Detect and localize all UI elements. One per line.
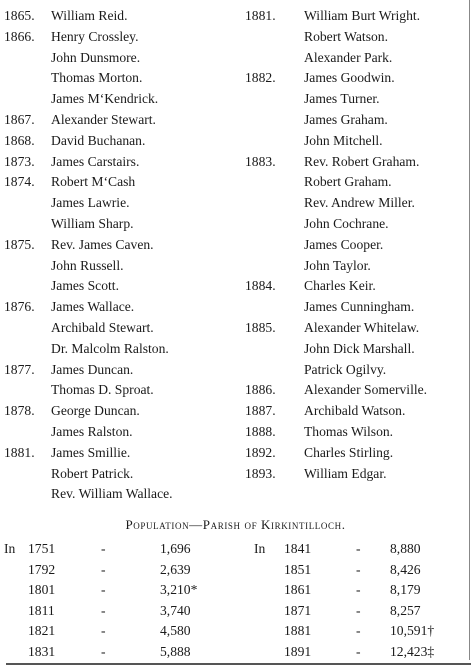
population-prefix (4, 642, 28, 663)
person-name: John Cochrane. (304, 215, 389, 231)
year-label: 1882. (245, 70, 276, 86)
population-prefix (254, 580, 284, 601)
population-prefix (254, 621, 284, 642)
person-name: Archibald Watson. (304, 403, 406, 419)
names-list-right (236, 6, 468, 484)
population-dash: - (356, 643, 361, 659)
year-label: 1883. (245, 153, 276, 169)
entry-row (4, 297, 234, 318)
entry-row (236, 380, 468, 401)
population-row (4, 621, 234, 642)
population-dash: - (356, 541, 361, 556)
person-name: James Graham. (304, 111, 388, 127)
population-dash: - (101, 623, 106, 638)
entry-row (236, 152, 468, 173)
person-name: William Reid. (51, 8, 128, 23)
entry-row (236, 48, 468, 69)
year-label (4, 422, 51, 443)
names-list-left (4, 6, 234, 505)
population-table-left (4, 539, 234, 662)
population-row (4, 539, 234, 560)
person-name: John Dick Marshall. (304, 340, 415, 356)
year-label: 1875. (4, 236, 35, 252)
population-value: 8,880 (390, 541, 421, 556)
population-dash: - (101, 561, 106, 577)
year-label: 1866. (4, 28, 35, 44)
population-year: 1881 (284, 623, 312, 638)
entry-row (4, 131, 234, 152)
person-name: Patrick Ogilvy. (304, 361, 387, 377)
population-row (4, 560, 234, 581)
person-name: Rev. William Wallace. (51, 486, 173, 502)
population-dash: - (101, 643, 106, 659)
population-year: 1821 (28, 623, 56, 638)
person-name: Alexander Stewart. (51, 111, 156, 127)
person-name: Alexander Park. (304, 49, 393, 65)
population-value: 8,426 (390, 561, 421, 577)
year-label (4, 484, 51, 505)
entry-row (4, 48, 234, 69)
year-label (4, 193, 51, 214)
population-year: 1801 (28, 582, 56, 597)
population-value: 10,591† (390, 623, 435, 638)
population-prefix (4, 601, 28, 622)
population-row (254, 642, 464, 663)
year-label (236, 110, 304, 131)
person-name: Dr. Malcolm Ralston. (51, 340, 169, 356)
year-label: 1893. (245, 465, 276, 481)
person-name: Robert Watson. (304, 28, 388, 44)
population-title: Population—Parish of Kirkintilloch. (125, 517, 346, 532)
entry-row (236, 422, 468, 443)
entry-row (4, 89, 234, 110)
entry-row (4, 6, 234, 27)
year-label (4, 256, 51, 277)
entry-row (236, 193, 468, 214)
year-label (4, 214, 51, 235)
year-label (4, 68, 51, 89)
population-value: 8,257 (390, 602, 421, 618)
entry-row (236, 110, 468, 131)
entry-row (4, 464, 234, 485)
population-year: 1831 (28, 643, 56, 659)
population-prefix (4, 580, 28, 601)
year-label (236, 27, 304, 48)
person-name: James Cooper. (304, 236, 384, 252)
population-prefix (254, 601, 284, 622)
year-label (236, 131, 304, 152)
year-label (236, 360, 304, 381)
population-year: 1792 (28, 561, 56, 577)
year-label (236, 193, 304, 214)
population-value: 3,210* (160, 582, 198, 597)
person-name: George Duncan. (51, 403, 140, 419)
year-label: 1873. (4, 153, 35, 169)
year-label: 1877. (4, 361, 35, 377)
entry-row (236, 6, 468, 27)
person-name: Thomas Morton. (51, 70, 143, 86)
population-prefix (4, 621, 28, 642)
population-value: 1,696 (160, 541, 191, 556)
year-label (4, 89, 51, 110)
entry-row (4, 68, 234, 89)
person-name: John Mitchell. (304, 132, 383, 148)
person-name: James Wallace. (51, 299, 135, 315)
entry-row (4, 276, 234, 297)
person-name: Henry Crossley. (51, 28, 139, 44)
entry-row (4, 152, 234, 173)
year-label (236, 256, 304, 277)
person-name: Charles Stirling. (304, 444, 394, 460)
entry-row (236, 297, 468, 318)
person-name: James Smillie. (51, 444, 131, 460)
person-name: John Dunsmore. (51, 49, 141, 65)
year-label: 1884. (245, 278, 276, 294)
person-name: Archibald Stewart. (51, 319, 154, 335)
entry-row (236, 131, 468, 152)
entry-row (236, 214, 468, 235)
person-name: William Burt Wright. (304, 8, 421, 23)
entry-row (236, 89, 468, 110)
person-name: John Taylor. (304, 257, 371, 273)
year-label (236, 48, 304, 69)
population-row (254, 560, 464, 581)
entry-row (4, 214, 234, 235)
population-row (254, 601, 464, 622)
year-label: 1887. (245, 403, 276, 419)
year-label (236, 172, 304, 193)
entry-row (4, 318, 234, 339)
entry-row (236, 339, 468, 360)
page-edge-right (469, 0, 470, 660)
entry-row (4, 110, 234, 131)
entry-row (236, 360, 468, 381)
population-prefix: In (254, 541, 266, 556)
population-row (254, 580, 464, 601)
person-name: John Russell. (51, 257, 124, 273)
person-name: Rev. Robert Graham. (304, 153, 420, 169)
year-label: 1886. (245, 382, 276, 398)
person-name: Rev. James Caven. (51, 236, 154, 252)
population-dash: - (101, 602, 106, 618)
entry-row (4, 339, 234, 360)
entry-row (4, 401, 234, 422)
population-dash: - (356, 582, 361, 597)
entry-row (4, 193, 234, 214)
entry-row (236, 27, 468, 48)
entry-row (4, 235, 234, 256)
person-name: Alexander Whitelaw. (304, 319, 420, 335)
person-name: Robert M‘Cash (51, 174, 136, 190)
person-name: William Edgar. (304, 465, 387, 481)
population-dash: - (101, 582, 106, 597)
population-prefix: In (4, 541, 16, 556)
population-year: 1851 (284, 561, 312, 577)
population-year: 1811 (28, 602, 55, 618)
person-name: James Cunningham. (304, 299, 415, 315)
person-name: James Goodwin. (304, 70, 395, 86)
year-label: 1881. (4, 444, 35, 460)
entry-row (236, 276, 468, 297)
population-value: 4,580 (160, 623, 191, 638)
year-label: 1865. (4, 8, 35, 23)
year-label: 1892. (245, 444, 276, 460)
entry-row (4, 256, 234, 277)
person-name: Robert Patrick. (51, 465, 134, 481)
population-year: 1861 (284, 582, 312, 597)
person-name: James Scott. (51, 278, 119, 294)
entry-row (236, 464, 468, 485)
population-year: 1891 (284, 643, 312, 659)
population-year: 1871 (284, 602, 312, 618)
entry-row (236, 401, 468, 422)
population-year: 1841 (284, 541, 312, 556)
year-label (236, 89, 304, 110)
year-label (236, 297, 304, 318)
population-dash: - (356, 561, 361, 577)
entry-row (236, 256, 468, 277)
entry-row (236, 172, 468, 193)
entry-row (4, 172, 234, 193)
person-name: Thomas D. Sproat. (51, 382, 154, 398)
person-name: James Lawrie. (51, 195, 130, 211)
person-name: Alexander Somerville. (304, 382, 428, 398)
entry-row (4, 422, 234, 443)
year-label: 1885. (245, 319, 276, 335)
population-prefix (4, 560, 28, 581)
entry-row (236, 68, 468, 89)
year-label (236, 235, 304, 256)
entry-row (4, 360, 234, 381)
year-label: 1867. (4, 111, 35, 127)
population-row (4, 642, 234, 663)
population-row (254, 539, 464, 560)
population-year: 1751 (28, 541, 56, 556)
person-name: David Buchanan. (51, 132, 146, 148)
entry-row (4, 484, 234, 505)
population-row (4, 580, 234, 601)
population-prefix (254, 560, 284, 581)
year-label (4, 276, 51, 297)
population-row (254, 621, 464, 642)
person-name: Robert Graham. (304, 174, 392, 190)
population-dash: - (356, 623, 361, 638)
person-name: James Turner. (304, 91, 380, 107)
year-label (4, 48, 51, 69)
year-label (4, 380, 51, 401)
year-label: 1878. (4, 403, 35, 419)
person-name: James Duncan. (51, 361, 134, 377)
entry-row (4, 443, 234, 464)
population-value: 8,179 (390, 582, 421, 597)
entry-row (4, 380, 234, 401)
person-name: James M‘Kendrick. (51, 91, 159, 107)
population-value: 12,423‡ (390, 643, 435, 659)
year-label: 1868. (4, 132, 35, 148)
year-label (236, 339, 304, 360)
population-prefix (254, 642, 284, 663)
year-label (236, 214, 304, 235)
population-value: 3,740 (160, 602, 191, 618)
person-name: James Ralston. (51, 423, 133, 439)
entry-row (236, 318, 468, 339)
person-name: Rev. Andrew Miller. (304, 195, 415, 211)
entry-row (236, 443, 468, 464)
entry-row (236, 235, 468, 256)
population-dash: - (356, 602, 361, 618)
person-name: James Carstairs. (51, 153, 140, 169)
page-edge-bottom (6, 663, 471, 665)
year-label (4, 339, 51, 360)
population-row (4, 601, 234, 622)
population-dash: - (101, 541, 106, 556)
year-label: 1874. (4, 174, 35, 190)
population-value: 5,888 (160, 643, 191, 659)
population-value: 2,639 (160, 561, 191, 577)
year-label: 1881. (245, 8, 276, 23)
year-label (4, 464, 51, 485)
year-label (4, 318, 51, 339)
entry-row (4, 27, 234, 48)
population-table-right (254, 539, 464, 662)
year-label: 1888. (245, 423, 276, 439)
person-name: Thomas Wilson. (304, 423, 394, 439)
year-label: 1876. (4, 299, 35, 315)
person-name: William Sharp. (51, 215, 134, 231)
person-name: Charles Keir. (304, 278, 376, 294)
